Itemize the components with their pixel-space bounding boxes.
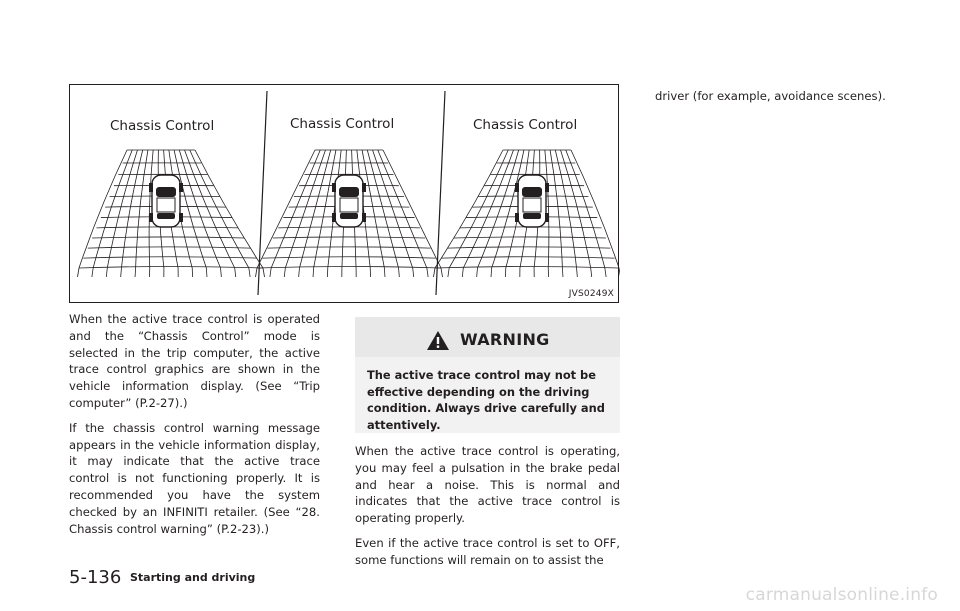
grid-tick xyxy=(577,268,578,277)
grid-row-line xyxy=(92,237,244,238)
grid-tick xyxy=(313,268,314,277)
grid-tick xyxy=(299,268,300,277)
grid-tick xyxy=(462,268,463,277)
paragraph: driver (for example, avoidance scenes). xyxy=(655,89,886,103)
warning-text: The active trace control may not be effective depending on the driving condition. Always drive carefully and attentively. xyxy=(367,368,605,432)
car-icon xyxy=(149,175,183,227)
grid-tick xyxy=(78,268,80,277)
grid-tick xyxy=(284,268,285,277)
grid-tick xyxy=(591,268,592,277)
grid-column-line xyxy=(107,150,137,268)
panel-label-2: Chassis Control xyxy=(290,116,395,132)
grid-column-line xyxy=(136,150,148,268)
panel-divider xyxy=(436,91,445,295)
grid-column-line xyxy=(314,150,336,268)
grid-column-line xyxy=(383,150,441,268)
grid-column-line xyxy=(93,150,132,268)
grid-column-line xyxy=(449,150,508,268)
grid-row-line xyxy=(79,267,263,269)
grid-tick xyxy=(256,268,258,277)
warning-box xyxy=(355,317,620,433)
grid-tick xyxy=(413,268,414,277)
grid-tick xyxy=(135,268,136,277)
grid-tick xyxy=(427,268,428,277)
grid-row-line xyxy=(257,267,441,269)
grid-tick xyxy=(477,268,478,277)
grid-column-line xyxy=(550,150,562,268)
chassis-control-figure xyxy=(69,84,619,303)
column-2 xyxy=(355,443,620,577)
paragraph: Even if the active trace control is set to OFF, some functions will remain on to assist the xyxy=(355,535,620,567)
grid-column-line xyxy=(367,150,398,268)
grid-column-line xyxy=(257,150,315,268)
grid-row-line xyxy=(262,257,435,258)
grid-column-line xyxy=(571,150,619,268)
panel-label-3: Chassis Control xyxy=(473,117,578,133)
panel-divider xyxy=(258,91,267,295)
watermark: carmanualsonline.info xyxy=(745,585,938,605)
grid-column-line xyxy=(561,150,591,268)
page-number: 5-136 xyxy=(69,567,122,588)
grid-column-line xyxy=(299,150,330,268)
grid-column-line xyxy=(79,150,127,268)
paragraph: When the active trace control is operating, you may feel a pulsation in the brake pedal and hear a noise. This is normal and indicates that the active trace control is operating properly. xyxy=(355,444,620,526)
grid-column-line xyxy=(179,150,220,268)
grid-row-line xyxy=(454,237,606,238)
grid-tick xyxy=(206,268,207,277)
grid-row-line xyxy=(447,247,610,248)
figure-id: JVS0249X xyxy=(568,289,614,299)
grid-column-line xyxy=(477,150,518,268)
grid-column-line xyxy=(195,150,263,268)
grid-column-line xyxy=(435,150,503,268)
grid-tick xyxy=(249,268,250,277)
grid-tick xyxy=(384,268,385,277)
warning-header xyxy=(355,317,620,357)
car-icon xyxy=(515,175,549,227)
grid-tick xyxy=(221,268,222,277)
grid-tick xyxy=(270,268,271,277)
warning-title: WARNING xyxy=(460,330,550,349)
grid-column-line xyxy=(362,150,384,268)
grid-tick xyxy=(619,268,620,277)
grid-column-line xyxy=(190,150,249,268)
column-1 xyxy=(69,311,320,545)
paragraph: When the active trace control is operated and the “Chassis Control” mode is selected in the trip computer, the active trace control graphics are shown in the vehicle information display. (See “Trip computer” (P.2-27).) xyxy=(69,312,320,410)
grid-tick xyxy=(399,268,400,277)
car-icon xyxy=(332,175,366,227)
grid-tick xyxy=(121,268,122,277)
warning-triangle-icon xyxy=(426,330,450,351)
paragraph: If the chassis control warning message appears in the vehicle information display, it may indicate that the active trace control is not functioning properly. It is recommended you have the system checked by an INFINITI retailer. (See “28. Chassis control warning” (P.2-23).) xyxy=(69,420,320,536)
grid-column-line xyxy=(566,150,605,268)
grid-tick xyxy=(106,268,107,277)
grid-tick xyxy=(448,268,449,277)
grid-column-line xyxy=(378,150,427,268)
grid-tick xyxy=(235,268,236,277)
section-title: Starting and driving xyxy=(130,571,256,584)
grid-tick xyxy=(263,268,265,277)
grid-row-line xyxy=(435,267,619,269)
grid-tick xyxy=(605,268,606,277)
grid-tick xyxy=(434,268,436,277)
grid-tick xyxy=(562,268,563,277)
grid-column-line xyxy=(271,150,320,268)
grid-tick xyxy=(441,268,443,277)
column-3 xyxy=(655,88,920,113)
panel-label-1: Chassis Control xyxy=(110,118,215,134)
grid-tick xyxy=(92,268,93,277)
grid-column-line xyxy=(373,150,413,268)
grid-tick xyxy=(491,268,492,277)
grid-row-line xyxy=(88,247,251,248)
grid-column-line xyxy=(285,150,325,268)
